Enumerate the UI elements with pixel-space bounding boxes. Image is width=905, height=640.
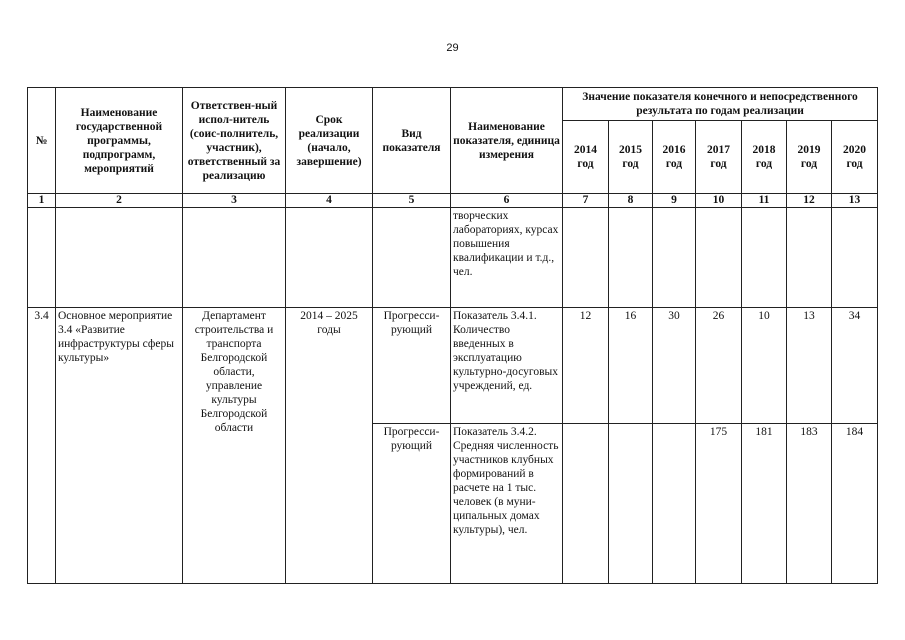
header-year-2020: 2020 год [832,121,878,194]
column-number: 8 [609,194,653,208]
column-number: 5 [373,194,451,208]
header-indicator-type: Вид показателя [373,88,451,194]
value-2019: 13 [787,308,832,424]
program-cell: Основное мероприятие 3.4 «Развитие инфраструктуры сферы культуры» [56,308,183,584]
value-2014 [563,424,609,584]
column-number: 4 [286,194,373,208]
column-number: 11 [742,194,787,208]
row-number-cell: 3.4 [28,308,56,584]
value-2016 [653,424,696,584]
header-year-2019: 2019 год [787,121,832,194]
header-values-group: Значение показателя конечного и непосредственного результата по годам реализации [563,88,878,121]
column-number: 13 [832,194,878,208]
value-2014: 12 [563,308,609,424]
header-responsible: Ответствен-ный испол-нитель (соис-полнитель, участник), ответственный за реализацию [183,88,286,194]
header-year-2014: 2014 год [563,121,609,194]
column-number: 6 [451,194,563,208]
value-2019: 183 [787,424,832,584]
column-number: 3 [183,194,286,208]
value-2018: 10 [742,308,787,424]
indicator-type-cell: Прогресси-рующий [373,424,451,584]
header-indicator-name: Наименование показателя, единица измерения [451,88,563,194]
column-number: 2 [56,194,183,208]
header-year-2017: 2017 год [696,121,742,194]
value-2017: 175 [696,424,742,584]
responsible-cell: Департамент строительства и транспорта Белгородской области, управление культуры Белгородской области [183,308,286,584]
column-number: 9 [653,194,696,208]
column-number: 12 [787,194,832,208]
header-period: Срок реализации (начало, завершение) [286,88,373,194]
value-2018: 181 [742,424,787,584]
indicator-name-cell: творческих лабораториях, курсах повышения квалификации и т.д., чел. [451,208,563,308]
indicator-type-cell: Прогресси-рующий [373,308,451,424]
table-row-3-4-1 [28,308,878,424]
header-year-2016: 2016 год [653,121,696,194]
value-2020: 184 [832,424,878,584]
indicators-table [27,87,878,584]
column-number: 7 [563,194,609,208]
value-2017: 26 [696,308,742,424]
table-row-continuation [28,208,878,308]
header-program: Наименование государственной программы, подпрограмм, мероприятий [56,88,183,194]
period-cell: 2014 – 2025 годы [286,308,373,584]
indicator-name-cell: Показатель 3.4.1. Количество введенных в эксплуатацию культурно-досуговых учреждений, ед. [451,308,563,424]
value-2016: 30 [653,308,696,424]
page-number: 29 [446,42,459,54]
header-num: № [28,88,56,194]
column-numbers-row [28,194,878,208]
indicator-name-cell: Показатель 3.4.2. Средняя численность участников клубных формирований в расчете на 1 тыс. человек (в муни-ципальных домах культуры), чел. [451,424,563,584]
value-2020: 34 [832,308,878,424]
value-2015: 16 [609,308,653,424]
header-year-2015: 2015 год [609,121,653,194]
value-2015 [609,424,653,584]
column-number: 10 [696,194,742,208]
column-number: 1 [28,194,56,208]
header-year-2018: 2018 год [742,121,787,194]
